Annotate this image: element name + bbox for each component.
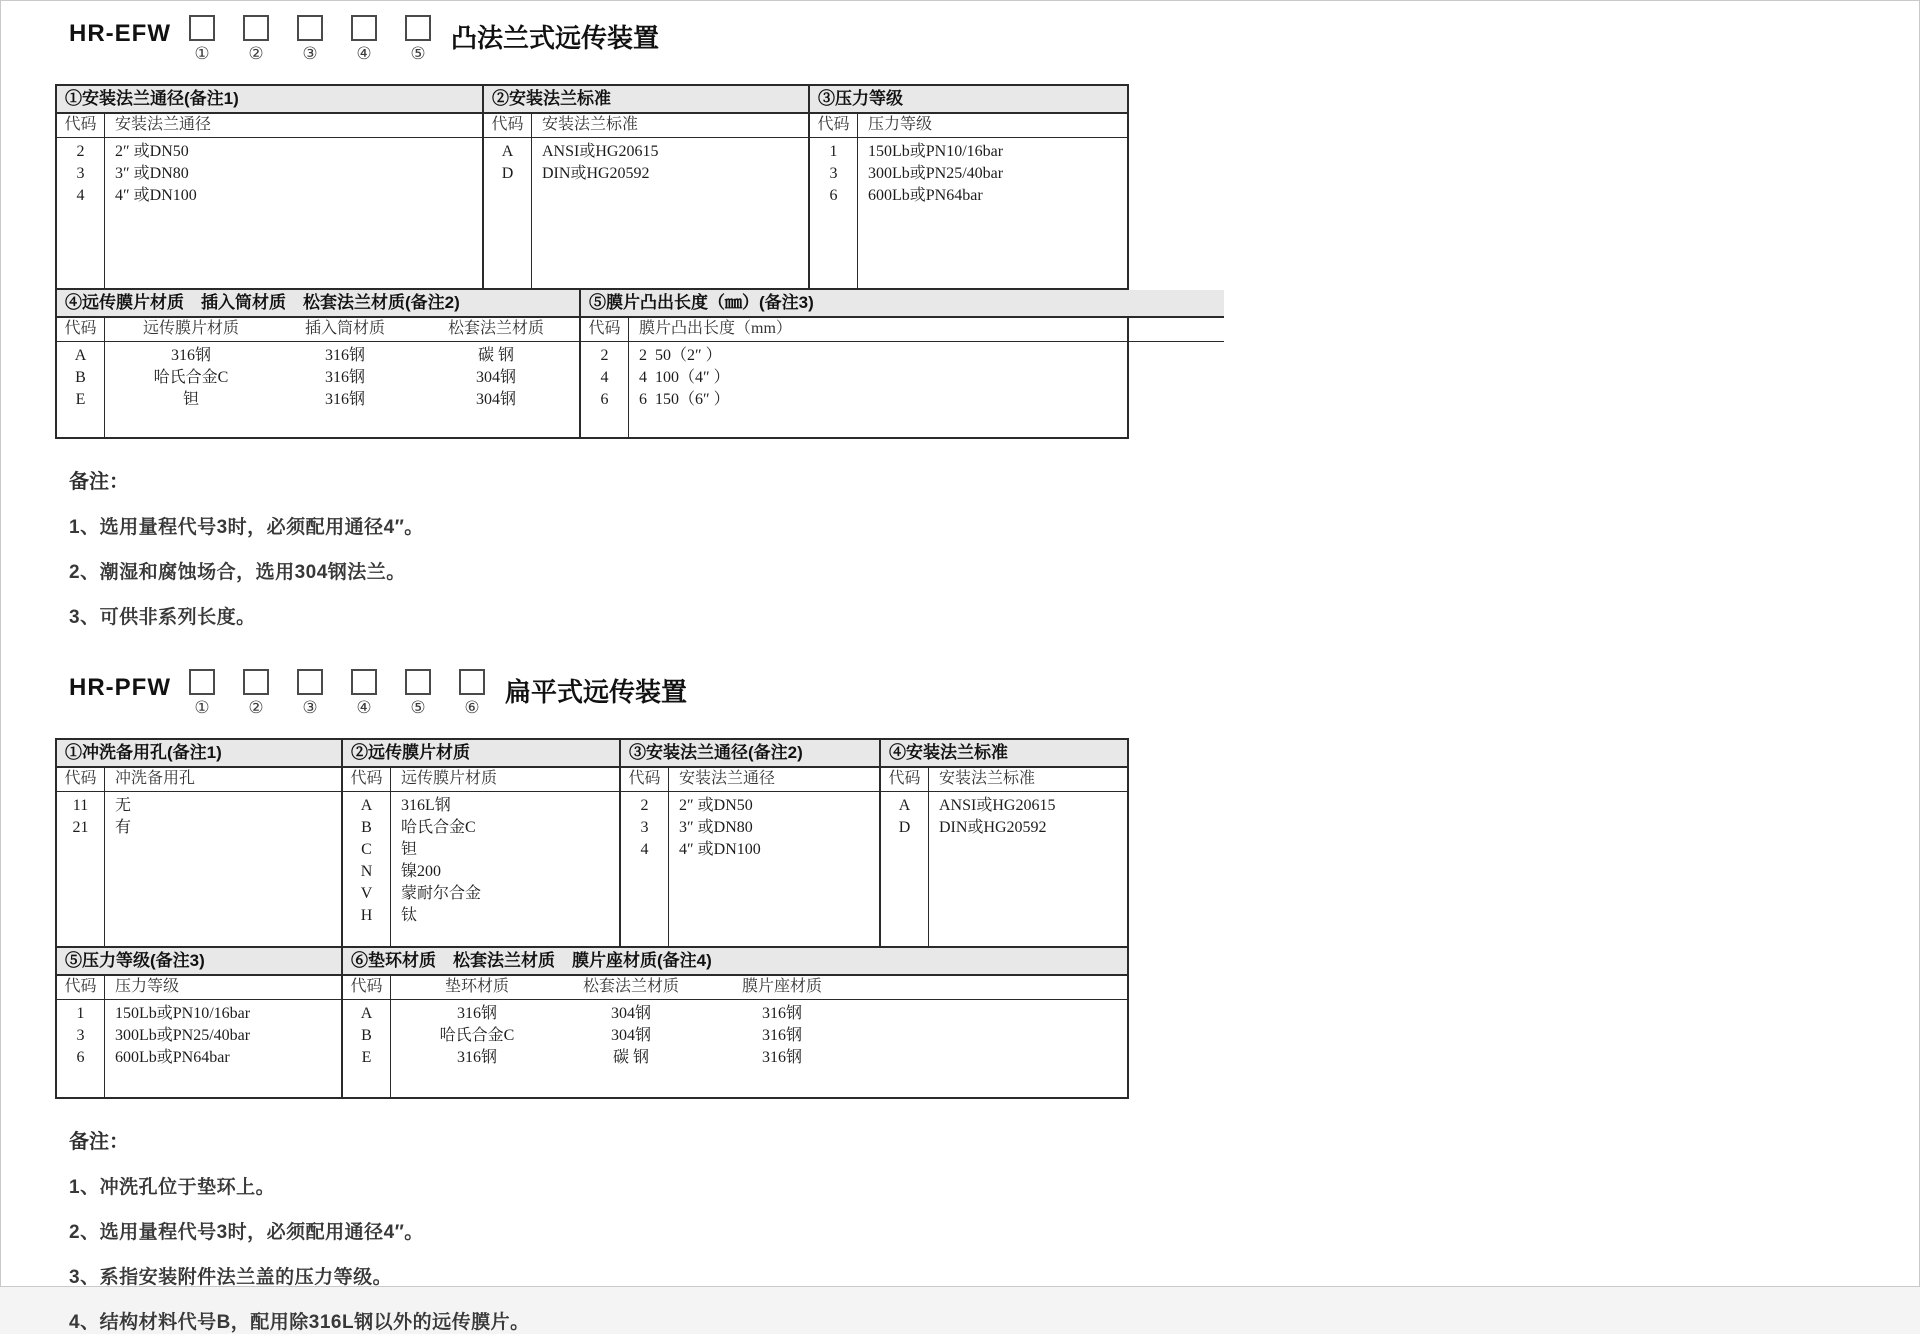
code-column	[810, 114, 858, 288]
section-header: ④安装法兰标准	[881, 740, 1127, 768]
note-item: 4、结构材料代号B，配用除316L钢以外的远传膜片。	[69, 1312, 530, 1333]
code-slots	[189, 15, 431, 64]
value-cell: 2″ 或DN50	[679, 797, 753, 814]
code-cell: A	[360, 1005, 373, 1022]
code-column-header: 代码	[810, 114, 857, 138]
value-column-header: 安装法兰通径	[679, 770, 776, 787]
code-column-header: 代码	[57, 318, 104, 342]
blank-code-box	[405, 669, 431, 695]
code-cell: V	[360, 885, 373, 902]
section-body	[484, 114, 808, 288]
slot-index-label: ④	[356, 698, 372, 717]
value-cell: 600Lb或PN64bar	[868, 187, 983, 204]
code-cell: 3	[76, 1027, 85, 1044]
code-column	[57, 976, 105, 1097]
note-item: 2、潮湿和腐蚀场合，选用304钢法兰。	[69, 562, 406, 583]
blank-code-box	[351, 669, 377, 695]
value-subcell: 304钢	[475, 369, 516, 386]
slot-index-label: ⑥	[464, 698, 480, 717]
code-column	[881, 768, 929, 946]
value-column-headers	[391, 976, 1127, 1000]
code-cells	[57, 792, 104, 946]
code-cell: D	[898, 819, 911, 836]
section-header: ③安装法兰通径(备注2)	[621, 740, 879, 768]
value-cell: 钽	[401, 841, 418, 858]
section-header: ①安装法兰通径(备注1)	[57, 86, 482, 114]
value-cell: 无	[115, 797, 132, 814]
value-cells	[532, 138, 808, 288]
section-header: ②远传膜片材质	[343, 740, 619, 768]
section-body	[581, 318, 1224, 437]
section-header: ⑤压力等级(备注3)	[57, 948, 341, 976]
code-cell: E	[361, 1049, 372, 1066]
value-column	[532, 114, 808, 288]
value-column-header: 远传膜片材质	[142, 320, 239, 337]
code-cell: 11	[72, 797, 89, 814]
code-cell: B	[361, 819, 372, 836]
value-column-header: 垫环材质	[444, 978, 509, 995]
note-item: 3、可供非系列长度。	[69, 607, 256, 628]
code-cell: A	[501, 143, 514, 160]
code-column-header: 代码	[57, 114, 104, 138]
code-cell: 6	[76, 1049, 85, 1066]
code-column	[581, 318, 629, 437]
code-cell: A	[74, 347, 87, 364]
section-body	[57, 768, 341, 946]
blank-code-box	[189, 669, 215, 695]
value-column-headers	[669, 768, 879, 792]
code-cell: 2	[640, 797, 649, 814]
value-cells	[858, 138, 1127, 288]
value-cell	[391, 1025, 1127, 1047]
table-row-group	[57, 946, 1127, 1097]
code-column-header: 代码	[343, 768, 390, 792]
code-cell: D	[501, 165, 514, 182]
value-cells	[929, 792, 1127, 946]
value-subcell: 304钢	[610, 1027, 651, 1044]
code-column-header: 代码	[621, 768, 668, 792]
model-code-label: HR-PFW	[69, 674, 171, 701]
table-row-group	[57, 288, 1127, 437]
value-cell: 镍200	[401, 863, 442, 880]
code-cell: 3	[640, 819, 649, 836]
code-cell: 6	[600, 391, 609, 408]
code-cells	[581, 342, 628, 437]
value-cell: 有	[115, 819, 132, 836]
value-column-header: 远传膜片材质	[401, 770, 498, 787]
model-digit-slot	[459, 669, 485, 718]
slot-index-label: ①	[194, 698, 210, 717]
section-header: ②安装法兰标准	[484, 86, 808, 114]
notes-label: 备注：	[69, 471, 129, 493]
value-subcell: 316钢	[324, 347, 365, 364]
code-column-header: 代码	[881, 768, 928, 792]
product-title: 扁平式远传装置	[504, 677, 687, 707]
value-cell: 316L钢	[401, 797, 451, 814]
spec-table-pfw	[55, 738, 1129, 1099]
spec-section	[484, 86, 810, 288]
code-cells	[484, 138, 531, 288]
value-cell	[391, 1047, 1127, 1069]
value-cell: 钛	[401, 907, 418, 924]
value-column-headers	[532, 114, 808, 138]
value-cell: 300Lb或PN25/40bar	[115, 1027, 251, 1044]
page-content	[1, 1, 1919, 1334]
slot-index-label: ①	[194, 44, 210, 63]
code-column	[621, 768, 669, 946]
value-cell	[105, 345, 579, 367]
value-subcell: 316钢	[324, 369, 365, 386]
value-column	[669, 768, 879, 946]
value-column-header: 插入筒材质	[304, 320, 385, 337]
section-header: ④远传膜片材质 插入筒材质 松套法兰材质(备注2)	[57, 290, 579, 318]
value-column-header: 安装法兰标准	[939, 770, 1036, 787]
blank-code-box	[189, 15, 215, 41]
section-body	[881, 768, 1127, 946]
value-column	[105, 976, 341, 1097]
value-subcell: 钽	[182, 391, 199, 408]
blank-code-box	[243, 669, 269, 695]
code-column	[343, 768, 391, 946]
value-cell: 150Lb或PN10/16bar	[868, 143, 1004, 160]
slot-index-label: ③	[302, 698, 318, 717]
value-cell: 2 50（2″ ）	[639, 347, 722, 364]
notes-block-efw	[69, 465, 1919, 629]
value-cells	[105, 1000, 341, 1097]
value-cell: 3″ 或DN80	[679, 819, 753, 836]
value-column-headers	[105, 114, 482, 138]
product-title: 凸法兰式远传装置	[450, 23, 659, 53]
value-subcell: 碳 钢	[477, 347, 514, 364]
slot-index-label: ②	[248, 44, 264, 63]
value-column	[391, 976, 1127, 1097]
spacer	[55, 629, 1919, 669]
code-column-header: 代码	[581, 318, 628, 342]
value-column-header: 安装法兰通径	[115, 116, 212, 133]
code-cell: E	[75, 391, 86, 408]
code-cells	[343, 792, 390, 946]
value-column	[629, 318, 1224, 437]
model-digit-slot	[297, 669, 323, 718]
value-column-headers	[105, 768, 341, 792]
value-cell: 150Lb或PN10/16bar	[115, 1005, 251, 1022]
code-cell: 2	[76, 143, 85, 160]
value-column-header: 压力等级	[115, 978, 180, 995]
value-cell: ANSI或HG20615	[542, 143, 659, 160]
model-digit-slot	[243, 15, 269, 64]
section-body	[810, 114, 1127, 288]
value-column-headers	[391, 768, 619, 792]
code-cell: 3	[829, 165, 838, 182]
notes-list	[69, 1172, 1919, 1334]
value-column-headers	[858, 114, 1127, 138]
value-column-header: 安装法兰标准	[542, 116, 639, 133]
code-cell: N	[360, 863, 373, 880]
code-column-header: 代码	[484, 114, 531, 138]
value-cell: 3″ 或DN80	[115, 165, 189, 182]
code-cells	[881, 792, 928, 946]
value-cell: 300Lb或PN25/40bar	[868, 165, 1004, 182]
spec-section	[57, 948, 343, 1097]
section-body	[57, 976, 341, 1097]
value-cell: 4 100（4″ ）	[639, 369, 730, 386]
value-column	[105, 768, 341, 946]
model-code-label: HR-EFW	[69, 20, 171, 47]
section-body	[621, 768, 879, 946]
value-subcell: 316钢	[456, 1005, 497, 1022]
code-column-header: 代码	[57, 976, 104, 1000]
blank-code-box	[243, 15, 269, 41]
spec-section	[57, 86, 484, 288]
value-cells	[391, 792, 619, 946]
spec-section	[881, 740, 1127, 946]
value-subcell: 316钢	[761, 1049, 802, 1066]
value-subcell: 316钢	[324, 391, 365, 408]
code-cell: B	[361, 1027, 372, 1044]
note-item: 1、冲洗孔位于垫环上。	[69, 1177, 276, 1198]
model-digit-slot	[351, 15, 377, 64]
blank-code-box	[297, 15, 323, 41]
value-cell: 4″ 或DN100	[679, 841, 761, 858]
model-digit-slot	[243, 669, 269, 718]
table-row-group	[57, 740, 1127, 946]
blank-code-box	[297, 669, 323, 695]
value-cell: DIN或HG20592	[939, 819, 1047, 836]
blank-code-box	[459, 669, 485, 695]
code-cell: A	[360, 797, 373, 814]
code-column	[484, 114, 532, 288]
spec-section	[57, 740, 343, 946]
spec-section	[810, 86, 1127, 288]
section-body	[343, 976, 1127, 1097]
slot-index-label: ④	[356, 44, 372, 63]
value-cells	[391, 1000, 1127, 1097]
value-column-headers	[929, 768, 1127, 792]
value-cell: 6 150（6″ ）	[639, 391, 730, 408]
code-column	[57, 318, 105, 437]
value-column-header: 压力等级	[868, 116, 933, 133]
code-cells	[621, 792, 668, 946]
value-cells	[105, 342, 579, 437]
spec-section	[343, 740, 621, 946]
section-body	[57, 114, 482, 288]
value-column-header: 松套法兰材质	[582, 978, 679, 995]
section-header: ⑤膜片凸出长度（㎜）(备注3)	[581, 290, 1224, 318]
code-cell: A	[898, 797, 911, 814]
code-cell: 4	[76, 187, 85, 204]
model-digit-slot	[405, 15, 431, 64]
blank-code-box	[351, 15, 377, 41]
value-column	[391, 768, 619, 946]
code-cell: B	[75, 369, 86, 386]
model-digit-slot	[297, 15, 323, 64]
value-subcell: 316钢	[761, 1005, 802, 1022]
value-column	[929, 768, 1127, 946]
spec-table-efw	[55, 84, 1129, 439]
value-cell: ANSI或HG20615	[939, 797, 1056, 814]
section-header: ③压力等级	[810, 86, 1127, 114]
value-subcell: 304钢	[475, 391, 516, 408]
code-cell: C	[361, 841, 372, 858]
code-cell: H	[360, 907, 373, 924]
code-cell: 2	[600, 347, 609, 364]
blank-code-box	[405, 15, 431, 41]
value-subcell: 哈氏合金C	[153, 369, 229, 386]
value-subcell: 碳 钢	[612, 1049, 649, 1066]
value-column-header: 松套法兰材质	[447, 320, 544, 337]
code-cell: 4	[600, 369, 609, 386]
value-column-headers	[629, 318, 1224, 342]
model-diagram-pfw	[69, 669, 1919, 718]
value-column-headers	[105, 976, 341, 1000]
code-cells	[57, 342, 104, 437]
section-body	[343, 768, 619, 946]
notes-list	[69, 512, 1919, 629]
value-column-headers	[105, 318, 579, 342]
code-cell: 1	[829, 143, 838, 160]
value-column	[105, 318, 579, 437]
code-column-header: 代码	[57, 768, 104, 792]
model-diagram-efw	[69, 15, 1919, 64]
value-column	[858, 114, 1127, 288]
code-cell: 21	[72, 819, 89, 836]
value-cell	[105, 367, 579, 389]
notes-label: 备注：	[69, 1131, 129, 1153]
value-cell: 600Lb或PN64bar	[115, 1049, 230, 1066]
code-slots	[189, 669, 485, 718]
note-item: 3、系指安装附件法兰盖的压力等级。	[69, 1267, 393, 1288]
value-cell: 蒙耐尔合金	[401, 885, 482, 902]
code-column-header: 代码	[343, 976, 390, 1000]
slot-index-label: ②	[248, 698, 264, 717]
value-subcell: 316钢	[456, 1049, 497, 1066]
section-header: ⑥垫环材质 松套法兰材质 膜片座材质(备注4)	[343, 948, 1127, 976]
slot-index-label: ③	[302, 44, 318, 63]
code-column	[343, 976, 391, 1097]
value-cells	[669, 792, 879, 946]
code-column	[57, 114, 105, 288]
model-digit-slot	[351, 669, 377, 718]
model-digit-slot	[405, 669, 431, 718]
value-cells	[105, 792, 341, 946]
spec-section	[581, 290, 1224, 437]
spec-section	[343, 948, 1127, 1097]
value-cell: DIN或HG20592	[542, 165, 650, 182]
value-cell: 4″ 或DN100	[115, 187, 197, 204]
code-cell: 4	[640, 841, 649, 858]
notes-block-pfw	[69, 1125, 1919, 1334]
code-cell: 1	[76, 1005, 85, 1022]
value-cell	[391, 1003, 1127, 1025]
value-cells	[105, 138, 482, 288]
code-cells	[57, 1000, 104, 1097]
spec-section	[57, 290, 581, 437]
value-subcell: 304钢	[610, 1005, 651, 1022]
code-cell: 3	[76, 165, 85, 182]
section-body	[57, 318, 579, 437]
value-column-header: 膜片座材质	[741, 978, 822, 995]
value-cell	[105, 389, 579, 411]
value-subcell: 哈氏合金C	[439, 1027, 515, 1044]
code-cells	[57, 138, 104, 288]
section-header: ①冲洗备用孔(备注1)	[57, 740, 341, 768]
code-cell: 6	[829, 187, 838, 204]
code-cells	[343, 1000, 390, 1097]
note-item: 1、选用量程代号3时，必须配用通径4″。	[69, 517, 424, 538]
slot-index-label: ⑤	[410, 44, 426, 63]
note-item: 2、选用量程代号3时，必须配用通径4″。	[69, 1222, 424, 1243]
code-cells	[810, 138, 857, 288]
value-subcell: 316钢	[761, 1027, 802, 1044]
value-column-header: 冲洗备用孔	[115, 770, 196, 787]
spec-section	[621, 740, 881, 946]
value-subcell: 316钢	[170, 347, 211, 364]
slot-index-label: ⑤	[410, 698, 426, 717]
value-column-header: 膜片凸出长度（mm）	[639, 320, 792, 337]
value-column	[105, 114, 482, 288]
value-cell: 2″ 或DN50	[115, 143, 189, 160]
model-digit-slot	[189, 15, 215, 64]
value-cells	[629, 342, 1224, 437]
table-row-group	[57, 86, 1127, 288]
model-digit-slot	[189, 669, 215, 718]
code-column	[57, 768, 105, 946]
value-cell: 哈氏合金C	[401, 819, 476, 836]
